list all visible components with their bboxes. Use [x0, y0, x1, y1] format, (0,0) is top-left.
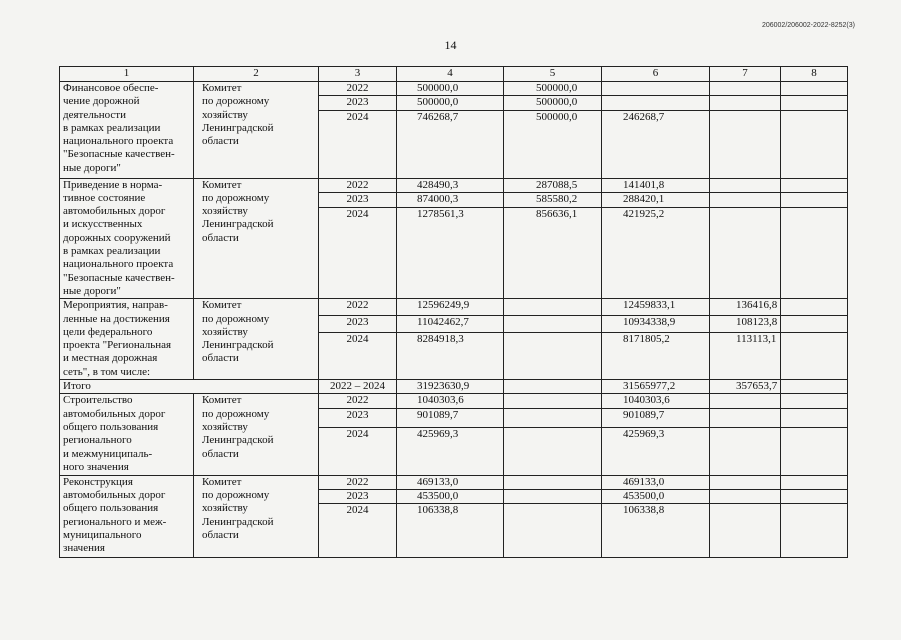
- other-value-cell: [781, 427, 848, 475]
- regional-value-cell: 288420,1: [602, 193, 710, 208]
- year-cell: 2022: [319, 299, 397, 316]
- local-value-cell: 113113,1: [710, 332, 781, 379]
- table-row: [60, 394, 848, 408]
- regional-value-cell: 425969,3: [602, 427, 710, 475]
- total-value-cell: 428490,3: [397, 178, 504, 193]
- regional-value-cell: [602, 82, 710, 96]
- total-value-cell: 901089,7: [397, 408, 504, 427]
- table-row: [60, 299, 848, 316]
- federal-value-cell: [504, 504, 602, 558]
- col-header: 2: [194, 67, 319, 82]
- responsible-org-cell: Комитет по дорожному хозяйству Ленинградской области: [194, 475, 319, 558]
- year-cell: 2023: [319, 96, 397, 110]
- local-value-cell: [710, 110, 781, 178]
- year-cell: 2024: [319, 504, 397, 558]
- total-value-cell: 8284918,3: [397, 332, 504, 379]
- regional-value-cell: 31565977,2: [602, 380, 710, 394]
- other-value-cell: [781, 408, 848, 427]
- federal-value-cell: 500000,0: [504, 82, 602, 96]
- total-value-cell: 12596249,9: [397, 299, 504, 316]
- local-value-cell: [710, 489, 781, 503]
- other-value-cell: [781, 110, 848, 178]
- total-value-cell: 11042462,7: [397, 316, 504, 333]
- local-value-cell: [710, 394, 781, 408]
- responsible-org-cell: Комитет по дорожному хозяйству Ленинградской области: [194, 394, 319, 475]
- other-value-cell: [781, 475, 848, 489]
- other-value-cell: [781, 207, 848, 299]
- other-value-cell: [781, 96, 848, 110]
- local-value-cell: [710, 207, 781, 299]
- local-value-cell: [710, 193, 781, 208]
- regional-value-cell: 10934338,9: [602, 316, 710, 333]
- other-value-cell: [781, 380, 848, 394]
- federal-value-cell: [504, 489, 602, 503]
- responsible-org-cell: Комитет по дорожному хозяйству Ленинградской области: [194, 299, 319, 380]
- total-value-cell: 874000,3: [397, 193, 504, 208]
- other-value-cell: [781, 316, 848, 333]
- other-value-cell: [781, 332, 848, 379]
- year-cell: 2022 – 2024: [319, 380, 397, 394]
- total-value-cell: 746268,7: [397, 110, 504, 178]
- year-cell: 2024: [319, 332, 397, 379]
- local-value-cell: [710, 82, 781, 96]
- total-value-cell: 106338,8: [397, 504, 504, 558]
- total-value-cell: 31923630,9: [397, 380, 504, 394]
- regional-value-cell: 453500,0: [602, 489, 710, 503]
- total-value-cell: 1278561,3: [397, 207, 504, 299]
- other-value-cell: [781, 489, 848, 503]
- measure-name-cell: Строительство автомобильных дорог общего пользования регионального и межмуниципаль- ного значения: [60, 394, 194, 475]
- federal-value-cell: [504, 475, 602, 489]
- col-header: 7: [710, 67, 781, 82]
- regional-value-cell: 106338,8: [602, 504, 710, 558]
- year-cell: 2024: [319, 427, 397, 475]
- measure-name-cell: Реконструкция автомобильных дорог общего пользования регионального и меж- муниципального значения: [60, 475, 194, 558]
- year-cell: 2023: [319, 489, 397, 503]
- year-cell: 2022: [319, 178, 397, 193]
- year-cell: 2023: [319, 408, 397, 427]
- year-cell: 2023: [319, 193, 397, 208]
- regional-value-cell: 421925,2: [602, 207, 710, 299]
- other-value-cell: [781, 299, 848, 316]
- other-value-cell: [781, 504, 848, 558]
- measure-name-cell: Мероприятия, направ- ленные на достижения цели федерального проекта "Региональная и местная дорожная сеть", в том числе:: [60, 299, 194, 380]
- total-value-cell: 453500,0: [397, 489, 504, 503]
- financing-table: [59, 66, 848, 558]
- year-cell: 2022: [319, 82, 397, 96]
- year-cell: 2024: [319, 110, 397, 178]
- year-cell: 2023: [319, 316, 397, 333]
- col-header: 1: [60, 67, 194, 82]
- total-value-cell: 1040303,6: [397, 394, 504, 408]
- total-value-cell: 469133,0: [397, 475, 504, 489]
- total-label-cell: Итого: [60, 380, 319, 394]
- other-value-cell: [781, 178, 848, 193]
- federal-value-cell: [504, 299, 602, 316]
- local-value-cell: [710, 427, 781, 475]
- responsible-org-cell: Комитет по дорожному хозяйству Ленинградской области: [194, 82, 319, 179]
- total-value-cell: 425969,3: [397, 427, 504, 475]
- local-value-cell: [710, 475, 781, 489]
- federal-value-cell: [504, 380, 602, 394]
- other-value-cell: [781, 193, 848, 208]
- local-value-cell: 357653,7: [710, 380, 781, 394]
- local-value-cell: [710, 96, 781, 110]
- other-value-cell: [781, 394, 848, 408]
- responsible-org-cell: Комитет по дорожному хозяйству Ленинградской области: [194, 178, 319, 299]
- regional-value-cell: 1040303,6: [602, 394, 710, 408]
- federal-value-cell: [504, 316, 602, 333]
- document-id: 206002/206002-2022-8252(3): [761, 22, 855, 29]
- page-number: 14: [444, 38, 457, 52]
- federal-value-cell: [504, 332, 602, 379]
- table-row: [60, 178, 848, 193]
- federal-value-cell: 287088,5: [504, 178, 602, 193]
- col-header: 3: [319, 67, 397, 82]
- local-value-cell: [710, 504, 781, 558]
- federal-value-cell: 585580,2: [504, 193, 602, 208]
- measure-name-cell: Приведение в норма- тивное состояние автомобильных дорог и искусственных дорожных сооружений в рамках реализации национального проекта "Безопасные качествен- ные дороги": [60, 178, 194, 299]
- regional-value-cell: 8171805,2: [602, 332, 710, 379]
- local-value-cell: 108123,8: [710, 316, 781, 333]
- regional-value-cell: 141401,8: [602, 178, 710, 193]
- local-value-cell: [710, 408, 781, 427]
- local-value-cell: 136416,8: [710, 299, 781, 316]
- regional-value-cell: [602, 96, 710, 110]
- federal-value-cell: [504, 427, 602, 475]
- total-row: [60, 380, 848, 394]
- measure-name-cell: Финансовое обеспе- чение дорожной деятельности в рамках реализации национального проекта "Безопасные качествен- ные дороги": [60, 82, 194, 179]
- federal-value-cell: [504, 408, 602, 427]
- table-row: [60, 475, 848, 489]
- year-cell: 2024: [319, 207, 397, 299]
- federal-value-cell: 500000,0: [504, 96, 602, 110]
- regional-value-cell: 246268,7: [602, 110, 710, 178]
- year-cell: 2022: [319, 475, 397, 489]
- col-header: 6: [602, 67, 710, 82]
- federal-value-cell: 856636,1: [504, 207, 602, 299]
- regional-value-cell: 469133,0: [602, 475, 710, 489]
- table-row: [60, 82, 848, 96]
- year-cell: 2022: [319, 394, 397, 408]
- federal-value-cell: 500000,0: [504, 110, 602, 178]
- total-value-cell: 500000,0: [397, 96, 504, 110]
- federal-value-cell: [504, 394, 602, 408]
- regional-value-cell: 901089,7: [602, 408, 710, 427]
- col-header: 4: [397, 67, 504, 82]
- local-value-cell: [710, 178, 781, 193]
- total-value-cell: 500000,0: [397, 82, 504, 96]
- column-number-row: [60, 67, 848, 82]
- col-header: 8: [781, 67, 848, 82]
- col-header: 5: [504, 67, 602, 82]
- regional-value-cell: 12459833,1: [602, 299, 710, 316]
- other-value-cell: [781, 82, 848, 96]
